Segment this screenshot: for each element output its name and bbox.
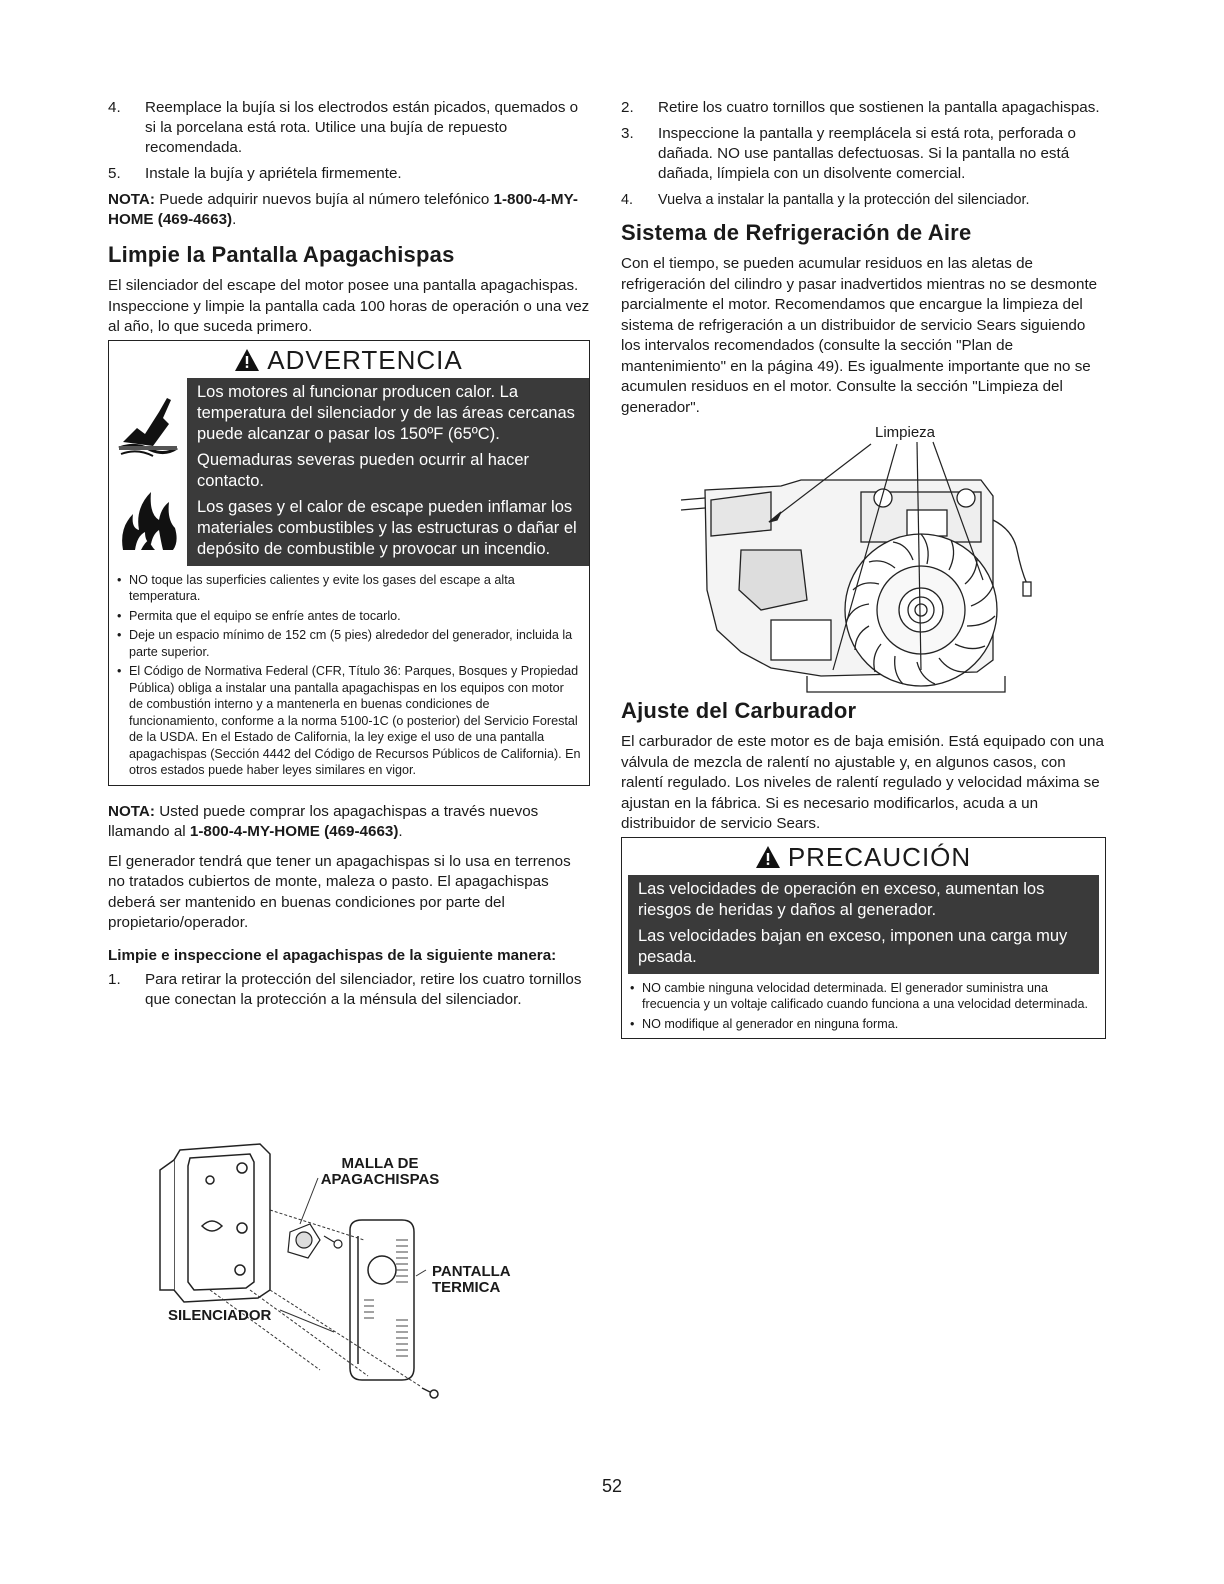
warning-icons [109,378,187,566]
label-pantalla [432,1264,511,1296]
list-item: • NO modifique al generador en ninguna forma. [630,1016,1097,1033]
note-end: . [232,211,237,228]
list-item: • El Código de Normativa Federal (CFR, Título 36: Parques, Bosques y Propiedad Pública) obliga a instalar una pantalla apagachispas en los equipos con motor de combustión interno y a mantenerla en buenas condiciones de funcionamiento, conforme a la norma 5100-1C (o posterior) del Servicio Forestal de la USDA. En el Estado de California, la ley exige el uso de una pantalla apagachispas (Sección 4442 del Código de Recursos Públicos de California). En otros estados puede haber leyes similares en vigor. [117,663,581,779]
note-phone [108,190,590,230]
figure-label: Limpieza [875,424,936,441]
intro-paragraph: El silenciador del escape del motor posee una pantalla apagachispas. Inspeccione y limpie la pantalla cada 100 horas de operación o una vez al año, lo que suceda primero. [108,277,590,335]
phone-number: 1-800-4-MY-HOME (469-4663) [189,822,399,840]
note-phone [108,802,590,842]
warning-triangle-icon [756,846,780,868]
caution-bullets [622,974,1105,1039]
engine-figure [621,424,1106,694]
note-text: Usted puede comprar los apagachispas a través nuevos llamando al [108,802,539,840]
item-number: 5. [108,165,121,182]
warning-message: Quemaduras severas pueden ocurrir al hacer contacto. [197,450,530,490]
item-text: Inspeccione la pantalla y reemplácela si está rota, perforada o dañada. NO use pantallas defectuosas. Si la pantalla no está dañada, límpiela con un disolvente comercial. [658,125,1076,182]
caution-dark-panel [628,875,1099,974]
list-item: • NO cambie ninguna velocidad determinada. El generador suministra una frecuencia y un voltaje calificado cuando funciona a una velocidad determinada. [630,980,1097,1013]
list-item [621,190,1106,210]
label-line: MALLA DE [341,1155,419,1172]
list-item [108,98,590,158]
warning-box [108,340,590,786]
label-malla [300,1156,460,1188]
note-label: NOTA: [108,191,155,208]
caution-header [622,838,1105,875]
warning-dark-panel [187,378,589,566]
item-text: Instale la bujía y apriétela firmemente. [145,165,402,182]
list-item [621,98,1106,118]
engine-cooling-diagram [621,440,1106,700]
section-heading: Sistema de Refrigeración de Aire [621,220,972,245]
item-number: 1. [108,970,121,988]
item-number: 4. [108,99,121,116]
page-number: 52 [601,1476,623,1496]
hot-surface-hand-icon [115,390,181,460]
warning-messages [109,378,589,566]
list-item: • Permita que el equipo se enfríe antes de tocarlo. [117,608,581,625]
label-line: APAGACHISPAS [320,1171,440,1188]
list-item: • NO toque las superficies calientes y evite los gases del escape a alta temperatura. [117,572,581,605]
caution-title: PRECAUCIÓN [787,841,972,872]
caution-box [621,837,1106,1040]
warning-message: Los motores al funcionar producen calor. La temperatura del silenciador y de las áreas cercanas puede alcanzar o pasar los 150ºF (65ºC). [197,382,575,443]
paragraph: El generador tendrá que tener un apagachispas si lo usa en terrenos no tratados cubiertos de monte, maleza o pasto. El apagachispas deberá ser mantenido en buenas condiciones por parte del propietario/operador. [108,852,571,931]
left-column [108,98,590,1016]
fire-icon [115,484,181,554]
list-item [108,970,590,1010]
list-item: • Deje un espacio mínimo de 152 cm (5 pies) alrededor del generador, incluida la parte superior. [117,627,581,660]
label-silenciador: SILENCIADOR [168,1307,272,1324]
subheading: Limpie e inspeccione el apagachispas de la siguiente manera: [108,946,557,964]
item-text: Reemplace la bujía si los electrodos están picados, quemados o si la porcelana está rota. Utilice una bujía de repuesto recomendada. [145,99,579,156]
list-item [108,164,590,184]
item-text: Para retirar la protección del silenciador, retire los cuatro tornillos que conectan la protección a la ménsula del silenciador. [145,970,582,1008]
item-number: 4. [621,192,634,208]
caution-message: Las velocidades bajan en exceso, imponen una carga muy pesada. [638,926,1068,966]
item-number: 3. [621,125,634,142]
warning-title: ADVERTENCIA [267,344,463,375]
muffler-figure [150,1140,570,1410]
right-column [621,98,1106,1039]
list-item [621,124,1106,184]
item-number: 2. [621,99,634,116]
item-text: Retire los cuatro tornillos que sostienen la pantalla apagachispas. [658,99,1100,116]
section-heading: Ajuste del Carburador [621,698,857,723]
note-label: NOTA: [108,802,155,820]
item-text: Vuelva a instalar la pantalla y la protección del silenciador. [658,192,1030,208]
caution-message: Las velocidades de operación en exceso, aumentan los riesgos de heridas y daños al generador. [638,879,1045,919]
paragraph: El carburador de este motor es de baja emisión. Está equipado con una válvula de mezcla de ralentí no ajustable y, en algunos casos, con ralentí regulado. Los niveles de ralentí regulado y velocidad máxima se ajustan en la fábrica. Si es necesario modificarlos, acuda a un distribuidor de servicio Sears. [621,733,1104,832]
warning-header [109,341,589,378]
label-line: PANTALLA [432,1263,511,1280]
warning-triangle-icon [235,349,259,371]
warning-bullets [109,566,589,785]
label-line: TERMICA [432,1279,501,1296]
note-end: . [398,822,403,840]
paragraph: Con el tiempo, se pueden acumular residuos en las aletas de refrigeración del cilindro y pasar inadvertidos mientras no se desmonte parcialmente el motor. Recomendamos que encargue la limpieza del sistema de refrigeración a un distribuidor de servicio Sears siguiendo los intervalos recomendados (consulte la sección "Plan de mantenimiento" en la página 49). Es igualmente importante que no se acumulen residuos en el motor. Consulte la sección "Limpieza del generador". [621,255,1098,416]
warning-message: Los gases y el calor de escape pueden inflamar los materiales combustibles y las estructuras o dañar el depósito de combustible y provocar un incendio. [197,497,577,558]
note-text: Puede adquirir nuevos bujía al número telefónico [154,191,494,208]
phone-number: 1-800-4-MY-HOME (469-4663) [108,191,578,228]
section-heading: Limpie la Pantalla Apagachispas [108,242,455,267]
